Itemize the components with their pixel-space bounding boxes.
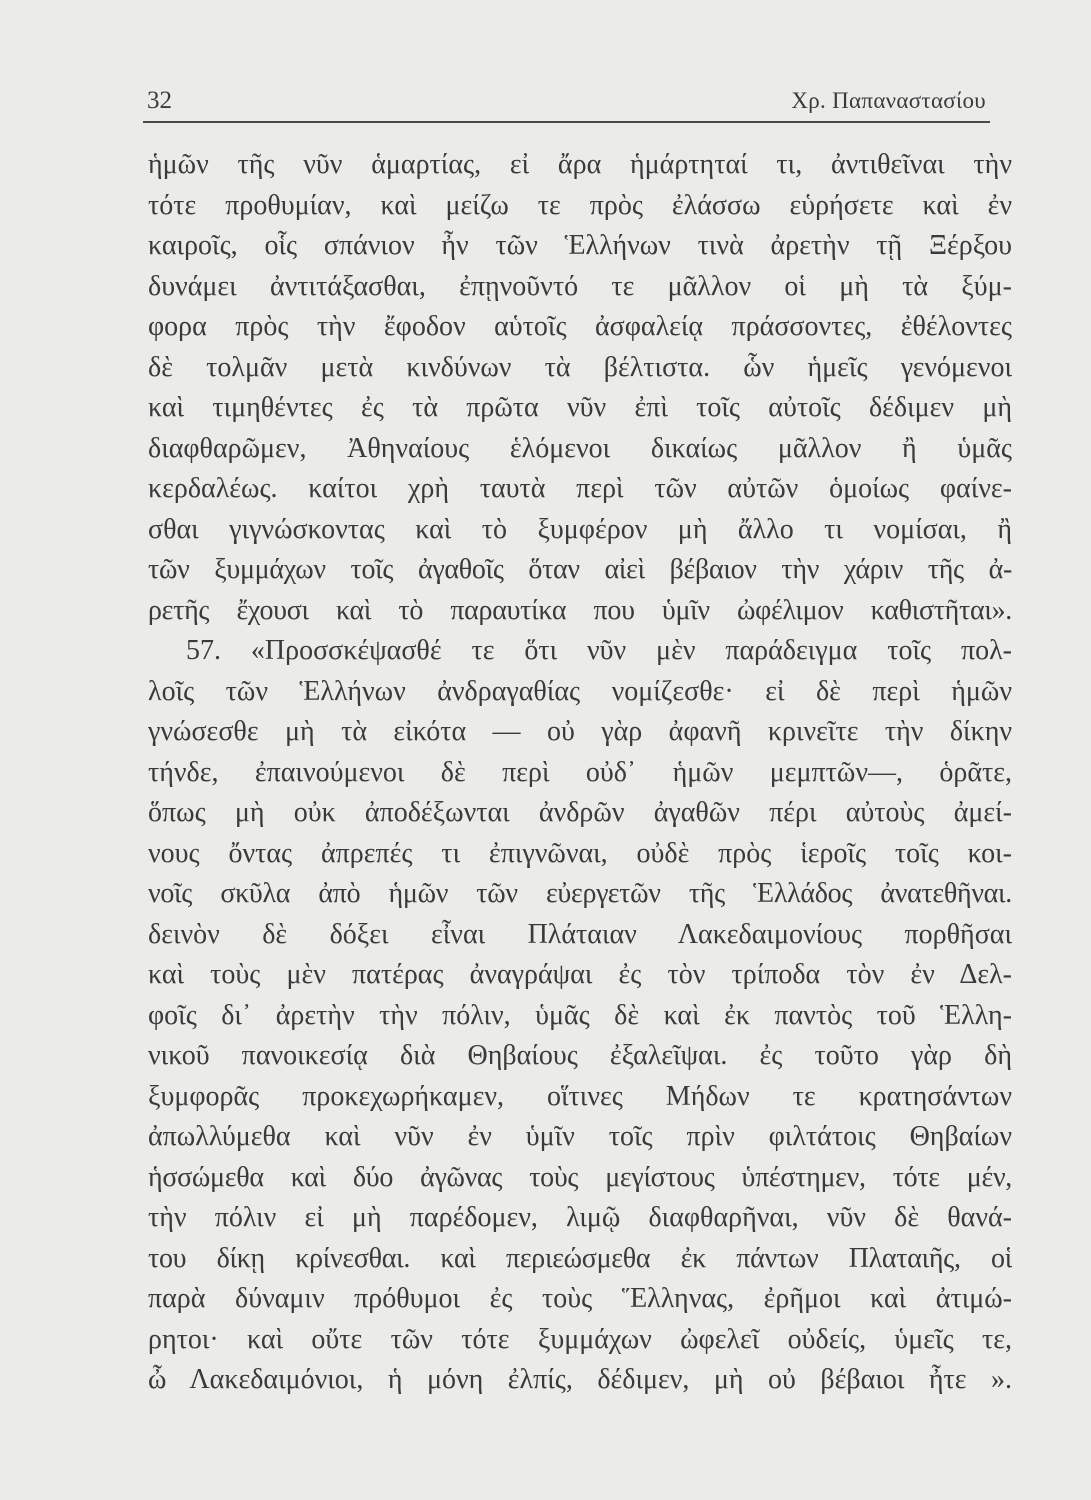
text-line: φοῖς δι᾽ ἀρετὴν τὴν πόλιν, ὑμᾶς δὲ καὶ ἐκ παντὸς τοῦ Ἑλλη- — [148, 999, 1012, 1031]
text-line: σθαι γιγνώσκοντας καὶ τὸ ξυμφέρον μὴ ἄλλο τι νομίσαι, ἢ — [148, 513, 1012, 545]
text-line: ὅπως μὴ οὐκ ἀποδέξωνται ἀνδρῶν ἀγαθῶν πέρι αὐτοὺς ἀμεί- — [148, 797, 1012, 828]
page-body — [148, 145, 1012, 1401]
text-line: φορα πρὸς τὴν ἔφοδον αὑτοῖς ἀσφαλείᾳ πράσσοντες, ἐθέλοντες — [148, 311, 1012, 342]
text-line: ρητοι· καὶ οὔτε τῶν τότε ξυμμάχων ὠφελεῖ οὐδείς, ὑμεῖς τε, — [148, 1323, 1012, 1355]
text-line: καὶ τοὺς μὲν πατέρας ἀναγράψαι ἐς τὸν τρίποδα τὸν ἐν Δελ- — [148, 959, 1012, 990]
text-line: γνώσεσθε μὴ τὰ εἰκότα — οὐ γὰρ ἀφανῆ κρινεῖτε τὴν δίκην — [148, 716, 1012, 747]
text-line: κερδαλέως. καίτοι χρὴ ταυτὰ περὶ τῶν αὐτῶν ὁμοίως φαίνε- — [148, 473, 1012, 504]
text-line: καὶ τιμηθέντες ἐς τὰ πρῶτα νῦν ἐπὶ τοῖς αὐτοῖς δέδιμεν μὴ — [148, 392, 1012, 423]
text-line: νους ὄντας ἀπρεπές τι ἐπιγνῶναι, οὐδὲ πρὸς ἱεροῖς τοῖς κοι- — [148, 837, 1012, 869]
text-line: ρετῆς ἔχουσι καὶ τὸ παραυτίκα που ὑμῖν ὠφέλιμον καθιστῆται». — [148, 594, 1012, 626]
text-line: τότε προθυμίαν, καὶ μείζω τε πρὸς ἐλάσσω εὑρήσετε καὶ ἐν — [148, 189, 1012, 221]
text-line: ἀπωλλύμεθα καὶ νῦν ἐν ὑμῖν τοῖς πρὶν φιλτάτοις Θηβαίων — [148, 1121, 1012, 1152]
text-line: ἡμῶν τῆς νῦν ἁμαρτίας, εἰ ἄρα ἡμάρτηταί τι, ἀντιθεῖναι τὴν — [148, 149, 1012, 180]
text-line: του δίκῃ κρίνεσθαι. καὶ περιεώσμεθα ἐκ πάντων Πλαταιῆς, οἱ — [148, 1242, 1012, 1274]
text-line: διαφθαρῶμεν, Ἀθηναίους ἑλόμενοι δικαίως μᾶλλον ἢ ὑμᾶς — [148, 432, 1012, 464]
section-start-line: 57. «Προσσκέψασθέ τε ὅτι νῦν μὲν παράδειγμα τοῖς πολ- — [186, 635, 1012, 666]
text-line: δεινὸν δὲ δόξει εἶναι Πλάταιαν Λακεδαιμονίους πορθῆσαι — [148, 918, 1012, 950]
page-number: 32 — [147, 87, 172, 114]
text-line: νικοῦ πανοικεσίᾳ διὰ Θηβαίους ἐξαλεῖψαι. ἐς τοῦτο γὰρ δὴ — [148, 1040, 1012, 1071]
text-line: λοῖς τῶν Ἑλλήνων ἀνδραγαθίας νομίζεσθε· εἰ δὲ περὶ ἡμῶν — [148, 675, 1012, 707]
text-line: τήνδε, ἐπαινούμενοι δὲ περὶ οὐδ᾽ ἡμῶν μεμπτῶν—, ὁρᾶτε, — [148, 756, 1012, 788]
text-line: νοῖς σκῦλα ἀπὸ ἡμῶν τῶν εὐεργετῶν τῆς Ἑλλάδος ἀνατεθῆναι. — [148, 878, 1012, 909]
text-line: ξυμφορᾶς προκεχωρήκαμεν, οἵτινες Μήδων τε κρατησάντων — [148, 1080, 1012, 1112]
text-line: ἡσσώμεθα καὶ δύο ἀγῶνας τοὺς μεγίστους ὑπέστημεν, τότε μέν, — [148, 1161, 1012, 1193]
text-line: τὴν πόλιν εἰ μὴ παρέδομεν, λιμῷ διαφθαρῆναι, νῦν δὲ θανά- — [148, 1202, 1012, 1233]
text-line: δυνάμει ἀντιτάξασθαι, ἐπῃνοῦντό τε μᾶλλον οἱ μὴ τὰ ξύμ- — [148, 270, 1012, 302]
text-line: δὲ τολμᾶν μετὰ κινδύνων τὰ βέλτιστα. ὧν ἡμεῖς γενόμενοι — [148, 351, 1012, 383]
text-line: καιροῖς, οἷς σπάνιον ἦν τῶν Ἑλλήνων τινὰ ἀρετὴν τῇ Ξέρξου — [148, 230, 1012, 261]
running-head: Χρ. Παπαναστασίου — [791, 88, 986, 113]
text-line: ὦ Λακεδαιμόνιοι, ἡ μόνη ἐλπίς, δέδιμεν, μὴ οὐ βέβαιοι ἦτε ». — [148, 1364, 1012, 1395]
text-line: παρὰ δύναμιν πρόθυμοι ἐς τοὺς Ἕλληνας, ἐρῆμοι καὶ ἀτιμώ- — [148, 1283, 1012, 1314]
text-line: τῶν ξυμμάχων τοῖς ἀγαθοῖς ὅταν αἰεὶ βέβαιον τὴν χάριν τῆς ἀ- — [148, 554, 1012, 585]
header-rule — [143, 121, 990, 123]
